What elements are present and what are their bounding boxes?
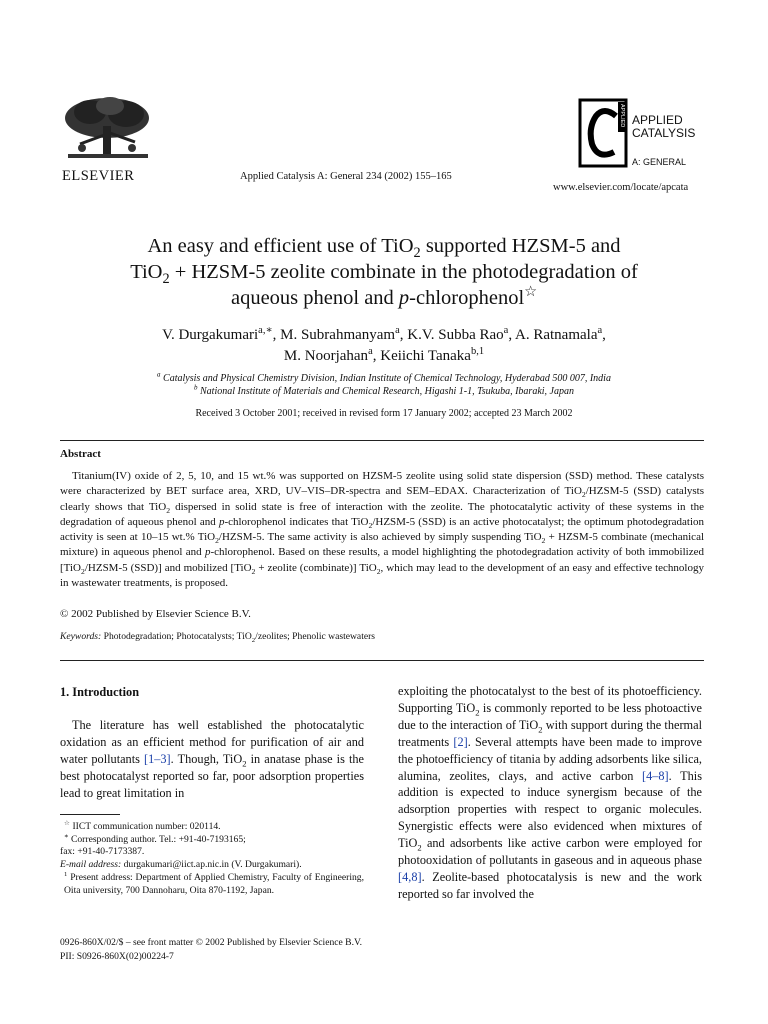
author-affil-mark[interactable]: b,1 [470, 346, 485, 357]
author-affil-mark[interactable]: a,∗ [258, 325, 273, 336]
keywords-text: Photodegradation; Photocatalysts; TiO [101, 631, 252, 642]
affil-text: National Institute of Materials and Chemical Research, Higashi 1-1, Tsukuba, Ibaraki, Japan [200, 386, 574, 397]
footnote-text: fax: +91-40-7173387. [60, 846, 145, 858]
article-title [40, 233, 728, 311]
title-part: TiO [130, 261, 163, 283]
title-italic: p [398, 287, 410, 309]
subscript: 2 [162, 271, 170, 288]
author[interactable]: , A. Ratnamala [508, 327, 598, 343]
footnote-mark: 1 [64, 870, 68, 878]
subscript: 2 [251, 636, 256, 644]
citation-link[interactable]: [2] [453, 734, 468, 749]
logo-vertical-text: APPLIED [619, 104, 625, 128]
intro-paragraph-left: The literature has well established the photocatalytic oxidation as an efficient method for purification of air and water pollutants [1–3]. Though, TiO$_2$ in anatase phase is the best photocatalyst reported so far, poor adsorption properties lead to great limitation in [60, 718, 364, 800]
journal-url[interactable]: www.elsevier.com/locate/apcata [553, 182, 689, 193]
footer-line: 0926-860X/02/$ – see front matter © 2002 Published by Elsevier Science B.V. [60, 937, 363, 948]
separator: , [602, 327, 606, 343]
citation-link[interactable]: [4–8] [642, 768, 669, 783]
affiliations [40, 372, 728, 398]
author-affil-mark[interactable]: a [503, 325, 509, 336]
title-part: + HZSM-5 zeolite combinate in the photodegradation of [169, 261, 638, 283]
email-label: E-mail address: [60, 859, 122, 871]
citation-link[interactable]: [1–3] [144, 751, 171, 766]
journal-citation: Applied Catalysis A: General 234 (2002) 155–165 [240, 171, 452, 182]
affil-label: b [194, 383, 198, 392]
author[interactable]: , M. Subrahmanyam [272, 327, 396, 343]
footnote-mark: ∗ [64, 832, 69, 840]
keywords-text: /zeolites; Phenolic wastewaters [255, 631, 376, 642]
author-list [40, 325, 728, 367]
keywords-label: Keywords: [60, 631, 102, 642]
author[interactable]: M. Noorjahan [283, 348, 369, 364]
footnote-text: IICT communication number: 020114. [72, 821, 221, 832]
title-part: An easy and efficient use of TiO [147, 235, 414, 257]
logo-title [632, 114, 695, 140]
title-footnote-mark[interactable]: ☆ [524, 284, 538, 301]
publisher-name: ELSEVIER [62, 168, 135, 184]
divider [60, 660, 704, 661]
logo-subtitle: A: GENERAL [632, 157, 687, 167]
page-footer [60, 936, 362, 963]
logo-line-2: CATALYSIS [632, 126, 696, 140]
footnote-text: Present address: Department of Applied Chemistry, Faculty of Engineering, Oita university, 700 Dannoharu, Oita 870-1192, Japan. [64, 871, 364, 896]
abstract-heading: Abstract [60, 448, 101, 460]
logo-line-1: APPLIED [632, 113, 683, 127]
keywords [60, 631, 375, 642]
affil-text: Catalysis and Physical Chemistry Division, Indian Institute of Chemical Technology, Hyderabad 500 007, India [163, 373, 611, 384]
affil-label: a [157, 370, 161, 379]
author-affil-mark[interactable]: a [395, 325, 400, 336]
footnote-divider [60, 814, 120, 815]
author-affil-mark[interactable]: a [368, 346, 373, 357]
subscript: 2 [413, 245, 421, 262]
footer-line: PII: S0926-860X(02)00224-7 [60, 950, 174, 962]
title-part: aqueous phenol and [230, 287, 399, 309]
intro-paragraph-right: exploiting the photocatalyst to the best of its photoefficiency. Supporting TiO$_2$ is commonly reported to be less photoactive due to the interaction of TiO$_2$ with support during the thermal treatments [2]. Several attempts have been made to improve the photoefficiency of titania by adding adsorbents like silica, alumina, zeolites, clays, and active carbon [4–8]. This addition is expected to induce synergism because of the adsorption properties with respect to organic molecules. Synergistic effects were also evidenced when mixtures of TiO$_2$ and adsorbents like active carbon were employed for photooxidation of pollutants in gaseous and in aqueous phase [4,8]. Zeolite-based photocatalysis is new and the work reported so far involved the [398, 684, 703, 901]
title-part: -chlorophenol [409, 287, 525, 309]
email-address[interactable]: durgakumari@iict.ap.nic.in (V. Durgakumari). [121, 859, 302, 871]
divider [60, 440, 704, 441]
author-affil-mark[interactable]: a [597, 325, 603, 336]
author[interactable]: , K.V. Subba Rao [399, 327, 504, 343]
citation-link[interactable]: [4,8] [398, 869, 422, 884]
received-dates: Received 3 October 2001; received in revised form 17 January 2002; accepted 23 March 2002 [195, 408, 573, 419]
elsevier-tree-logo [60, 94, 155, 164]
title-part: supported HZSM-5 and [420, 235, 621, 257]
footnote-text: Corresponding author. Tel.: +91-40-7193165; [70, 833, 246, 845]
author[interactable]: V. Durgakumari [162, 327, 259, 343]
footnote-mark: ☆ [64, 819, 71, 827]
abstract-body: Titanium(IV) oxide of 2, 5, 10, and 15 wt.% was supported on HZSM-5 zeolite using solid state dispersion (SSD) method. These catalysts were characterized by BET surface area, XRD, UV–VIS–DR-spectra and SEM–EDAX. Characterization of TiO$_2$/HZSM-5 (SSD) catalysts clearly shows that TiO$_2$ dispersed in solid state is free of interaction with the zeolite. The photocatalytic activity of these systems in the degradation of aqueous phenol and p-chlorophenol indicates that TiO$_2$/HZSM-5 (SSD) is an active photocatalyst; the optimum photodegradation activity is seen at 10–15 wt.% TiO$_2$/HZSM-5. The same activity is also achieved by simply suspending TiO$_2$ + HZSM-5 combinate (mechanical mixture) in aqueous phenol and p-chlorophenol. Based on these results, a model highlighting the photodegradation activity of both immobilized [TiO$_2$/HZSM-5 (SSD)] and mobilized [TiO$_2$ + zeolite (combinate)] TiO$_2$, which may lead to the development of an easy and effective technology in wastewater treatments, is proposed. [60, 470, 705, 590]
author[interactable]: , Keiichi Tanaka [372, 348, 471, 364]
copyright-line: © 2002 Published by Elsevier Science B.V. [60, 608, 251, 620]
section-heading: 1. Introduction [60, 685, 140, 699]
footnotes [60, 821, 364, 897]
